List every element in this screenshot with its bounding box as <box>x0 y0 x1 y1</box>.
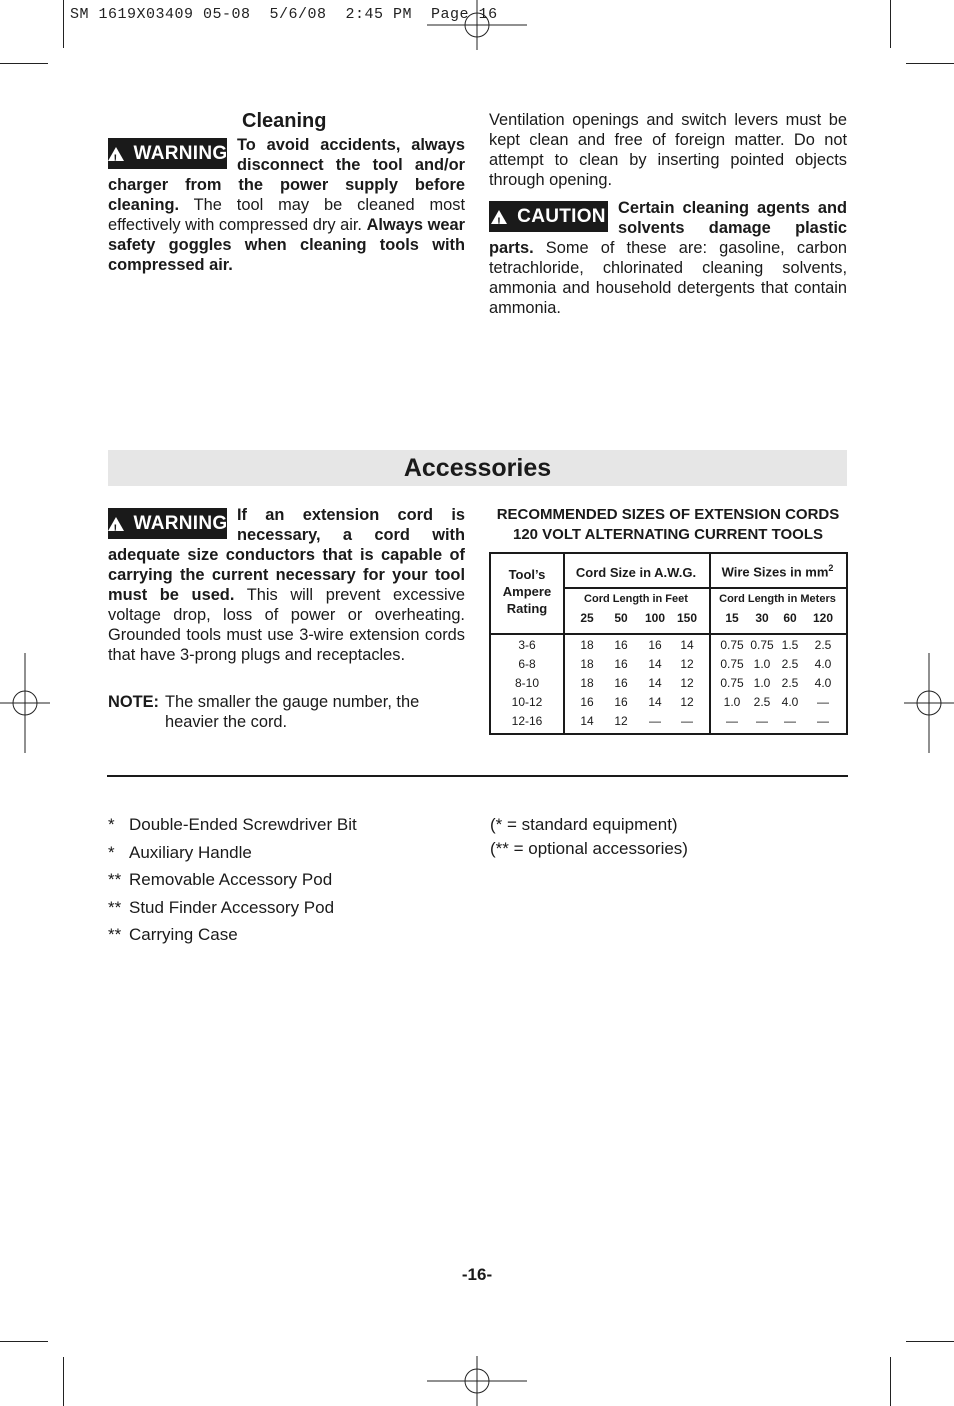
awg-cell: — <box>649 714 661 728</box>
ampere-rating-cell: 8-10 <box>514 676 540 690</box>
list-item-label: Double-Ended Screwdriver Bit <box>129 815 357 834</box>
ventilation-paragraph: Ventilation openings and switch levers must be kept clean and free of foreign matter. Do not attempt to clean by inserting pointed objects through opening. <box>489 111 847 189</box>
table-title: RECOMMENDED SIZES OF EXTENSION CORDS 120 VOLT ALTERNATING CURRENT TOOLS <box>496 506 840 543</box>
mm-cell: 1.0 <box>753 676 771 690</box>
crop-mark <box>890 0 891 48</box>
warning-badge: ! WARNING <box>108 138 227 169</box>
list-item <box>108 815 357 835</box>
list-item <box>108 870 332 890</box>
mm-cell: — <box>726 714 738 728</box>
legend-standard: (* = standard equipment) <box>490 815 678 834</box>
list-item <box>108 925 238 945</box>
registration-mark-left <box>0 653 50 753</box>
meters-column-header: 60 <box>783 611 797 625</box>
awg-cell: 18 <box>580 676 594 690</box>
awg-cell: 16 <box>648 638 662 652</box>
list-marker: * <box>108 815 115 834</box>
warning-triangle-icon <box>108 147 124 161</box>
awg-cell: 14 <box>680 638 694 652</box>
table-divider <box>563 554 565 733</box>
meters-header: Cord Length in Meters <box>719 593 836 605</box>
note <box>108 692 465 732</box>
list-item-label: Removable Accessory Pod <box>129 870 333 889</box>
meters-column-header: 30 <box>755 611 769 625</box>
awg-cell: 12 <box>680 657 694 671</box>
registration-mark-right <box>904 653 954 753</box>
list-item <box>108 898 334 918</box>
list-item-label: Carrying Case <box>129 925 238 944</box>
awg-cell: 14 <box>648 695 662 709</box>
ampere-rating-cell: 3-6 <box>518 638 536 652</box>
feet-column-header: 100 <box>644 611 666 625</box>
crop-mark <box>906 63 954 64</box>
legend-optional: (** = optional accessories) <box>490 839 688 858</box>
cleaning-title: Cleaning <box>242 110 327 132</box>
crop-mark <box>63 1357 64 1406</box>
mm-cell: — <box>784 714 796 728</box>
mm-cell: 1.0 <box>753 657 771 671</box>
awg-cell: 12 <box>614 714 628 728</box>
crop-mark <box>0 1341 48 1342</box>
cleaning-caution-paragraph: ! CAUTION Certain cleaning agents and solvents damage plastic parts. Some of these are: gasoline, carbon tetrachloride, chlorinated cleaning solvents, ammonia and household detergents that contain ammonia. <box>489 198 847 318</box>
mm-cell: — <box>756 714 768 728</box>
mm-cell: — <box>817 714 829 728</box>
mm-cell: 1.0 <box>723 695 741 709</box>
extension-cord-table <box>489 552 848 735</box>
mm-cell: 1.5 <box>781 638 799 652</box>
awg-cell: 12 <box>680 695 694 709</box>
awg-cell: 12 <box>680 676 694 690</box>
registration-mark-bottom <box>427 1356 527 1406</box>
note-label: NOTE: <box>108 693 159 711</box>
awg-cell: 16 <box>614 676 628 690</box>
feet-column-header: 150 <box>676 611 698 625</box>
list-marker: ** <box>108 925 122 944</box>
awg-header: Cord Size in A.W.G. <box>575 565 697 580</box>
meters-column-header: 15 <box>725 611 739 625</box>
ampere-rating-header: Tool’s Ampere Rating <box>502 567 552 616</box>
print-slug: SM 1619X03409 05-08 5/6/08 2:45 PM Page 16 <box>70 6 498 23</box>
table-divider <box>563 587 846 589</box>
warning-triangle-icon <box>491 210 507 224</box>
awg-cell: 16 <box>580 695 594 709</box>
mm-cell: 2.5 <box>781 676 799 690</box>
crop-mark <box>890 1357 891 1406</box>
list-item-label: Auxiliary Handle <box>129 842 252 862</box>
accessories-warning-paragraph: ! WARNING If an extension cord is necessary, a cord with adequate size conductors that is capable of carrying the current necessary for your tool must be used. This will prevent excessive voltage drop, loss of power or overheating. Grounded tools must use 3-wire extension cords that have 3-prong plugs and receptacles. <box>108 505 465 665</box>
mm-cell: 0.75 <box>720 657 744 671</box>
mm-cell: 4.0 <box>781 695 799 709</box>
mm-cell: 0.75 <box>720 638 744 652</box>
crop-mark <box>63 0 64 48</box>
mm-cell: 0.75 <box>750 638 774 652</box>
accessories-title: Accessories <box>108 450 847 486</box>
meters-column-header: 120 <box>812 611 834 625</box>
mm-cell: 4.0 <box>814 676 832 690</box>
list-item <box>108 843 252 863</box>
mm-cell: — <box>817 695 829 709</box>
mm-cell: 4.0 <box>814 657 832 671</box>
caution-badge: ! CAUTION <box>489 201 608 232</box>
ampere-rating-cell: 6-8 <box>518 657 536 671</box>
list-marker: * <box>108 842 115 862</box>
table-divider <box>491 633 846 635</box>
ampere-rating-cell: 12-16 <box>511 714 543 728</box>
mm-cell: 2.5 <box>753 695 771 709</box>
crop-mark <box>0 63 48 64</box>
mm-cell: 2.5 <box>814 638 832 652</box>
wire-size-header: Wire Sizes in $mm^2$ <box>721 563 834 580</box>
awg-cell: 14 <box>648 676 662 690</box>
section-rule <box>107 775 848 777</box>
feet-column-header: 50 <box>614 611 628 625</box>
feet-header: Cord Length in Feet <box>584 593 688 605</box>
warning-badge: ! WARNING <box>108 508 227 539</box>
awg-cell: — <box>681 714 693 728</box>
ampere-rating-cell: 10-12 <box>511 695 543 709</box>
list-marker: ** <box>108 870 122 889</box>
table-divider <box>709 554 711 733</box>
awg-cell: 14 <box>580 714 594 728</box>
mm-cell: 0.75 <box>720 676 744 690</box>
awg-cell: 16 <box>614 638 628 652</box>
awg-cell: 16 <box>614 695 628 709</box>
crop-mark <box>906 1341 954 1342</box>
list-marker: ** <box>108 897 122 917</box>
feet-column-header: 25 <box>580 611 594 625</box>
mm-cell: 2.5 <box>781 657 799 671</box>
list-item-label: Stud Finder Accessory Pod <box>129 897 335 917</box>
awg-cell: 16 <box>614 657 628 671</box>
page-number: -16- <box>461 1265 493 1284</box>
awg-cell: 14 <box>648 657 662 671</box>
warning-triangle-icon <box>108 517 124 531</box>
note-text: The smaller the gauge number, the heavier the cord. <box>165 693 420 731</box>
awg-cell: 18 <box>580 657 594 671</box>
awg-cell: 18 <box>580 638 594 652</box>
cleaning-warning-paragraph: ! WARNING To avoid accidents, always disconnect the tool and/or charger from the power supply before cleaning. The tool may be cleaned most effectively with compressed dry air. Always wear safety goggles when cleaning tools with compressed air. <box>108 135 465 275</box>
